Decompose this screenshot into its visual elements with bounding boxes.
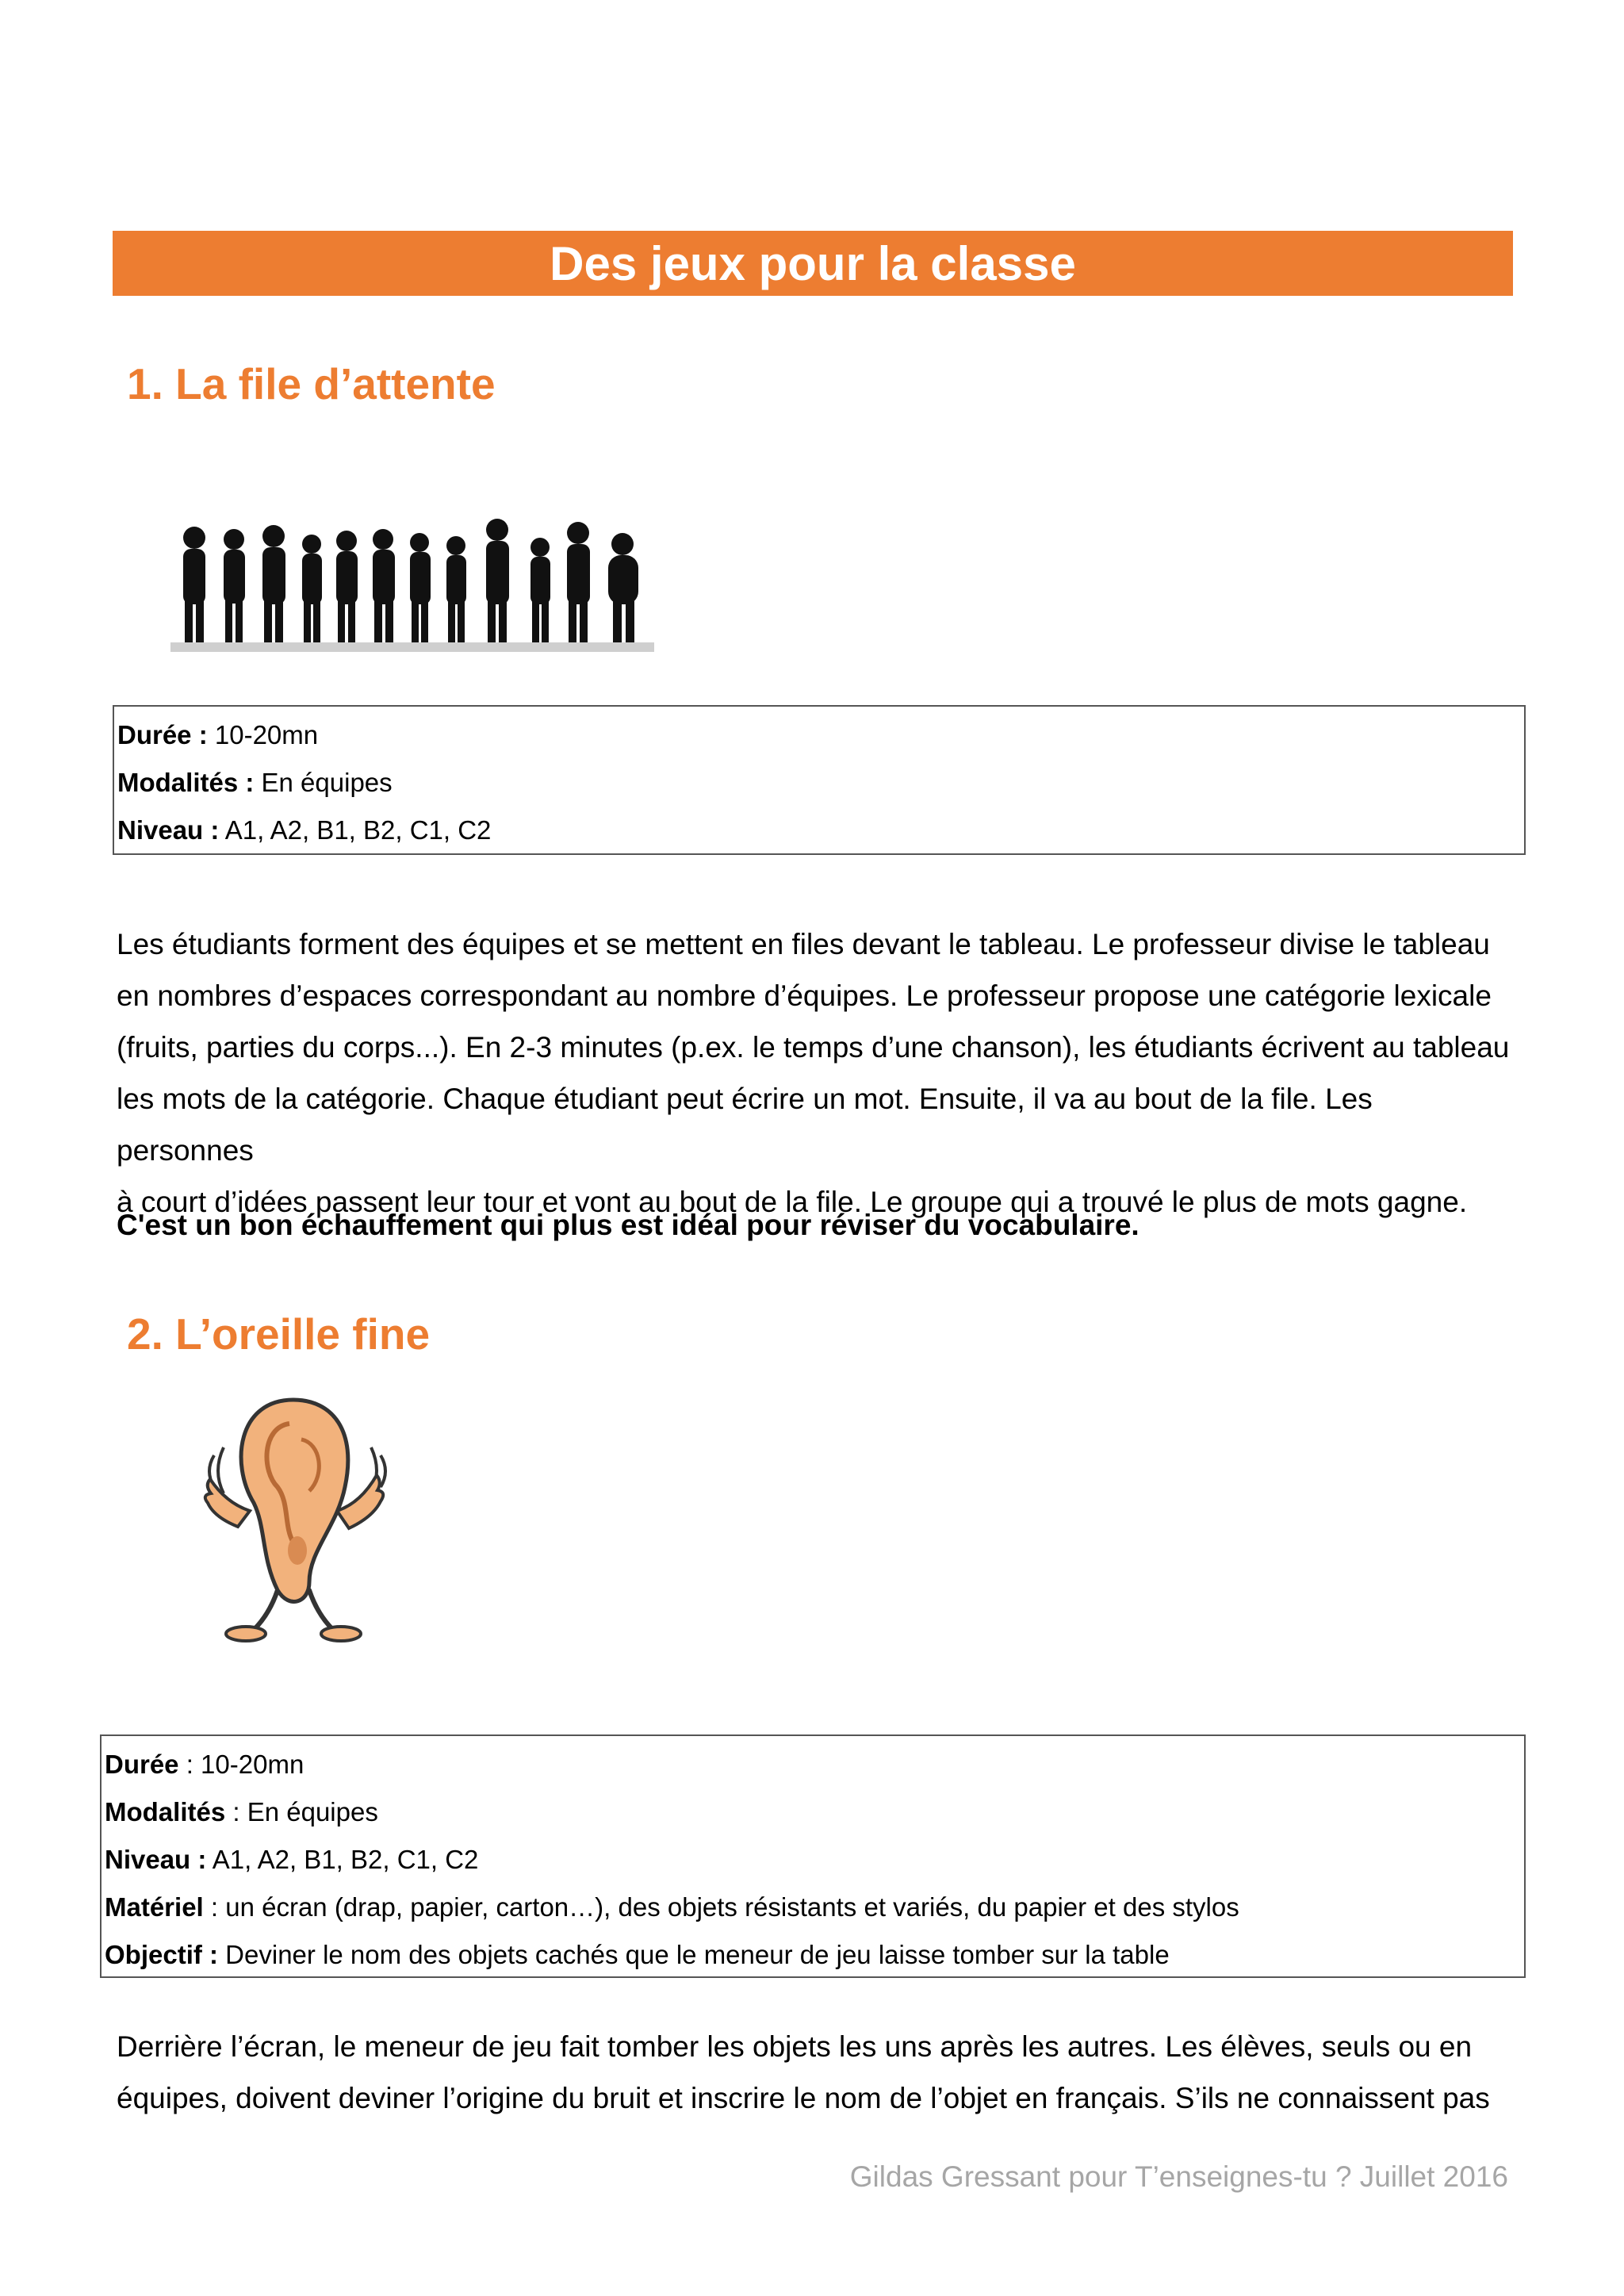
section-2-heading: 2. L’oreille fine	[127, 1309, 431, 1359]
page-title: Des jeux pour la classe	[550, 236, 1076, 290]
section-1-heading: 1. La file d’attente	[127, 359, 496, 408]
info-duration: Durée : 10-20mn	[117, 720, 319, 749]
paragraph-line: Derrière l’écran, le meneur de jeu fait tomber les objets les uns après les autres. Les élèves, seuls ou en	[117, 2030, 1473, 2063]
paragraph-line: à court d’idées passent leur tour et vont au bout de la file. Le groupe qui a trouvé le plus de mots gagne.	[117, 1186, 1468, 1218]
page-footer: Gildas Gressant pour T’enseignes-tu ? Juillet 2016	[849, 2160, 1508, 2193]
info-modalities: Modalités : En équipes	[117, 768, 393, 797]
paragraph-line: équipes, doivent deviner l’origine du bruit et inscrire le nom de l’objet en français. S’ils ne connaissent pas	[117, 2082, 1490, 2114]
info-modalities: Modalités : En équipes	[105, 1797, 378, 1826]
paragraph-line: en nombres d’espaces correspondant au nombre d’équipes. Le professeur propose une catégorie lexicale	[117, 979, 1492, 1012]
paragraph-line: Les étudiants forment des équipes et se mettent en files devant le tableau. Le professeur divise le tableau	[117, 928, 1490, 960]
info-material: Matériel : un écran (drap, papier, carton…), des objets résistants et variés, du papier et des stylos	[105, 1892, 1239, 1922]
info-duration: Durée : 10-20mn	[105, 1750, 304, 1779]
info-level: Niveau : A1, A2, B1, B2, C1, C2	[105, 1845, 479, 1874]
info-box-2	[100, 1734, 1526, 1978]
ear-cartoon-image	[190, 1392, 396, 1654]
paragraph-line: (fruits, parties du corps...). En 2-3 minutes (p.ex. le temps d’une chanson), les étudiants écrivent au tableau	[117, 1031, 1510, 1064]
queue-silhouettes-image	[170, 516, 654, 654]
info-level: Niveau : A1, A2, B1, B2, C1, C2	[117, 815, 492, 845]
section-2-paragraph	[117, 2021, 1512, 2124]
info-objective: Objectif : Deviner le nom des objets cachés que le meneur de jeu laisse tomber sur la table	[105, 1940, 1170, 1969]
section-1-paragraph	[117, 918, 1512, 1228]
paragraph-line: les mots de la catégorie. Chaque étudiant peut écrire un mot. Ensuite, il va au bout de la file. Les personnes	[117, 1083, 1373, 1167]
title-banner	[113, 231, 1513, 296]
info-box-1	[113, 705, 1526, 855]
section-1-conclusion: C'est un bon échauffement qui plus est idéal pour réviser du vocabulaire.	[117, 1209, 1139, 1241]
